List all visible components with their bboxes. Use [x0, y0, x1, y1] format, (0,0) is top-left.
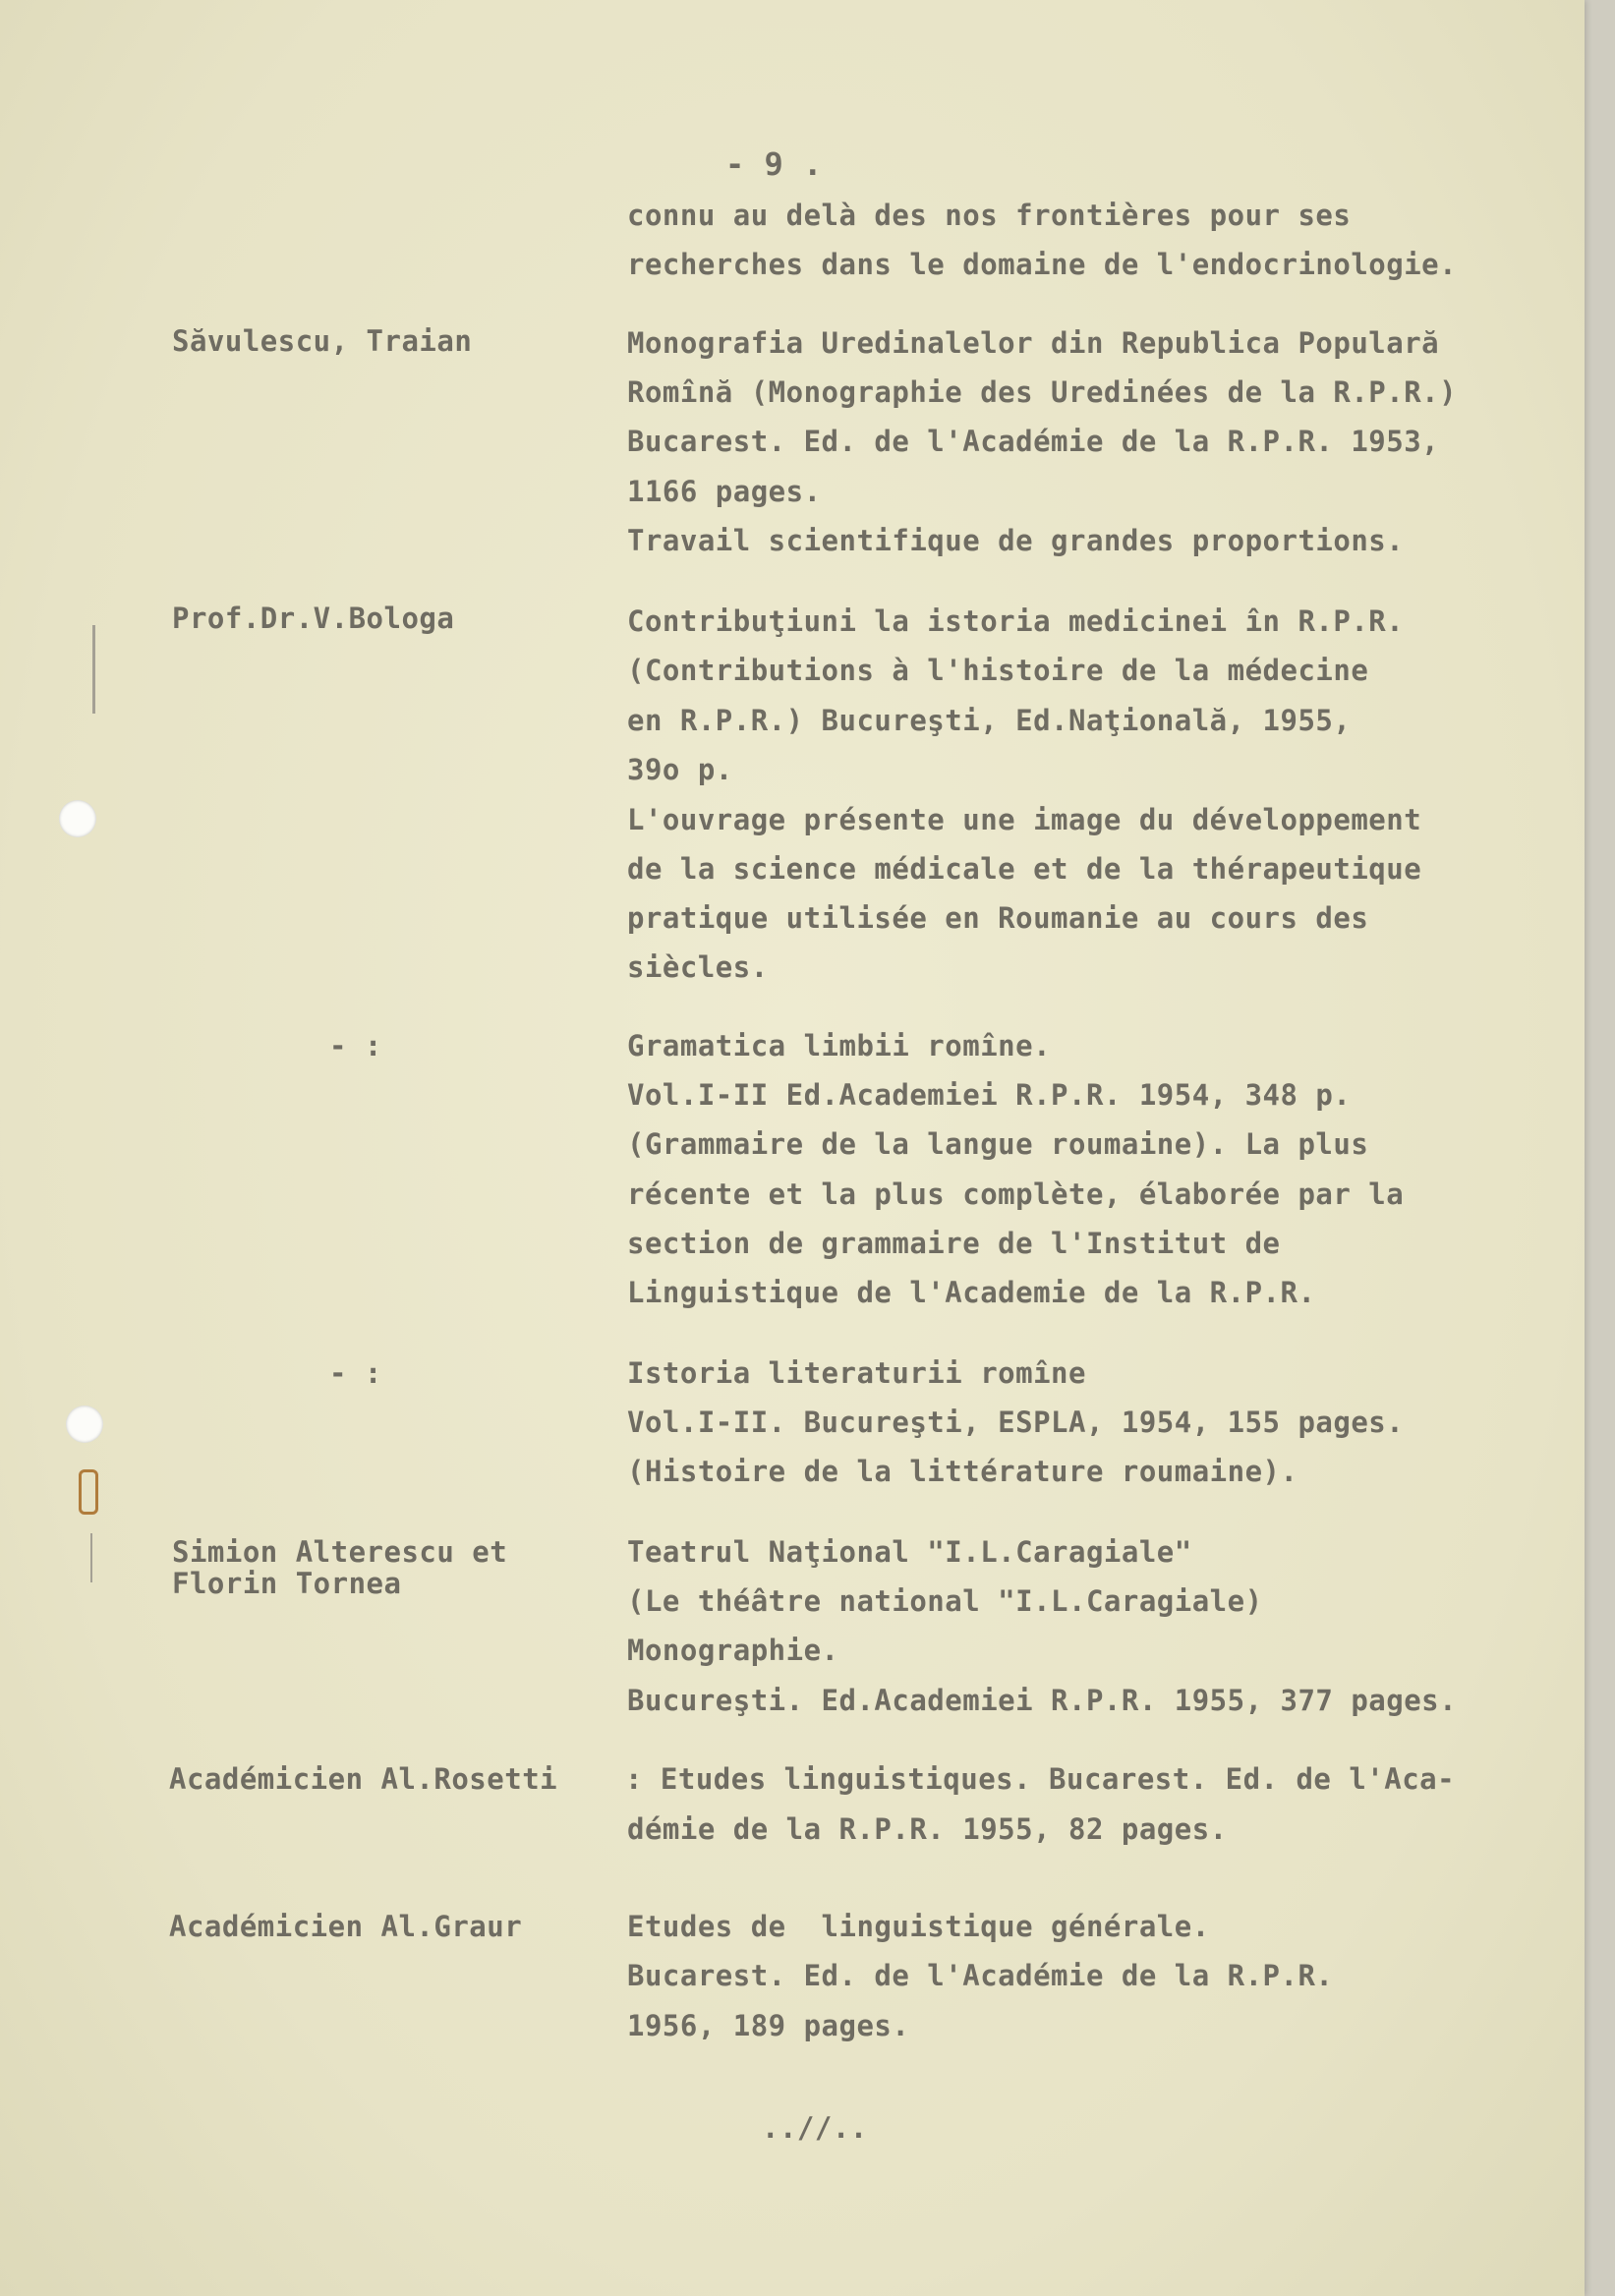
- entry-author: - :: [329, 1356, 382, 1390]
- entry-line: 39o p.: [627, 753, 733, 786]
- entry-line: récente et la plus complète, élaborée par la: [627, 1177, 1405, 1211]
- entry-line: en R.P.R.) Bucureşti, Ed.Naţională, 1955,: [627, 704, 1352, 737]
- entry-line: (Le théâtre national "I.L.Caragiale): [627, 1584, 1263, 1618]
- punch-hole-top: [59, 800, 96, 837]
- punch-hole-bottom: [66, 1406, 103, 1443]
- entry-line: Teatrul Naţional "I.L.Caragiale": [627, 1535, 1192, 1569]
- entry-line: Vol.I-II Ed.Academiei R.P.R. 1954, 348 p.: [627, 1078, 1352, 1112]
- entry-author: Académicien Al.Rosetti: [169, 1762, 558, 1796]
- entry-line: Monographie.: [627, 1634, 839, 1667]
- entry-line: L'ouvrage présente une image du développement: [627, 803, 1422, 836]
- staple-mark: [79, 1469, 98, 1515]
- entry-line: Etudes de linguistique générale.: [627, 1910, 1210, 1943]
- entry-line: Monografia Uredinalelor din Republica Populară: [627, 326, 1440, 360]
- entry-line: Vol.I-II. Bucureşti, ESPLA, 1954, 155 pages.: [627, 1406, 1405, 1439]
- entry-line: Contribuţiuni la istoria medicinei în R.P.R.: [627, 604, 1405, 638]
- margin-mark: [92, 625, 95, 714]
- entry-line: Travail scientifique de grandes proportions.: [627, 524, 1405, 557]
- entry-line: (Grammaire de la langue roumaine). La plus: [627, 1127, 1369, 1161]
- entry-line: 1956, 189 pages.: [627, 2009, 910, 2042]
- entry-author: Académicien Al.Graur: [169, 1910, 523, 1943]
- continuation-mark: ..//..: [762, 2111, 868, 2145]
- entry-line: 1166 pages.: [627, 475, 822, 508]
- entry-line: Romînă (Monographie des Uredinées de la R.P.R.): [627, 375, 1458, 409]
- entry-line: Bucarest. Ed. de l'Académie de la R.P.R. 1953,: [627, 425, 1440, 458]
- entry-line: connu au delà des nos frontières pour ses: [627, 199, 1352, 232]
- entry-line: section de grammaire de l'Institut de: [627, 1227, 1281, 1260]
- entry-line: recherches dans le domaine de l'endocrinologie.: [627, 248, 1458, 281]
- entry-author: - :: [329, 1029, 382, 1062]
- page-number: - 9 .: [725, 145, 823, 183]
- entry-line: Linguistique de l'Academie de la R.P.R.: [627, 1276, 1316, 1309]
- entry-line: siècles.: [627, 950, 769, 984]
- entry-line: Bucarest. Ed. de l'Académie de la R.P.R.: [627, 1959, 1334, 1992]
- entry-author: Săvulescu, Traian: [172, 324, 473, 358]
- entry-line: de la science médicale et de la thérapeutique: [627, 852, 1422, 886]
- margin-mark: [90, 1533, 92, 1582]
- entry-line: pratique utilisée en Roumanie au cours des: [627, 901, 1369, 935]
- entry-line: démie de la R.P.R. 1955, 82 pages.: [627, 1812, 1228, 1846]
- entry-line: Gramatica limbii romîne.: [627, 1029, 1052, 1062]
- entry-author: Prof.Dr.V.Bologa: [172, 602, 455, 635]
- entry-line: : Etudes linguistiques. Bucarest. Ed. de l'Aca-: [625, 1762, 1456, 1796]
- entry-author: Simion Alterescu et Florin Tornea: [172, 1535, 508, 1600]
- entry-line: (Histoire de la littérature roumaine).: [627, 1455, 1298, 1488]
- entry-line: Bucureşti. Ed.Academiei R.P.R. 1955, 377 pages.: [627, 1684, 1458, 1717]
- entry-line: (Contributions à l'histoire de la médecine: [627, 654, 1369, 687]
- entry-line: Istoria literaturii romîne: [627, 1356, 1086, 1390]
